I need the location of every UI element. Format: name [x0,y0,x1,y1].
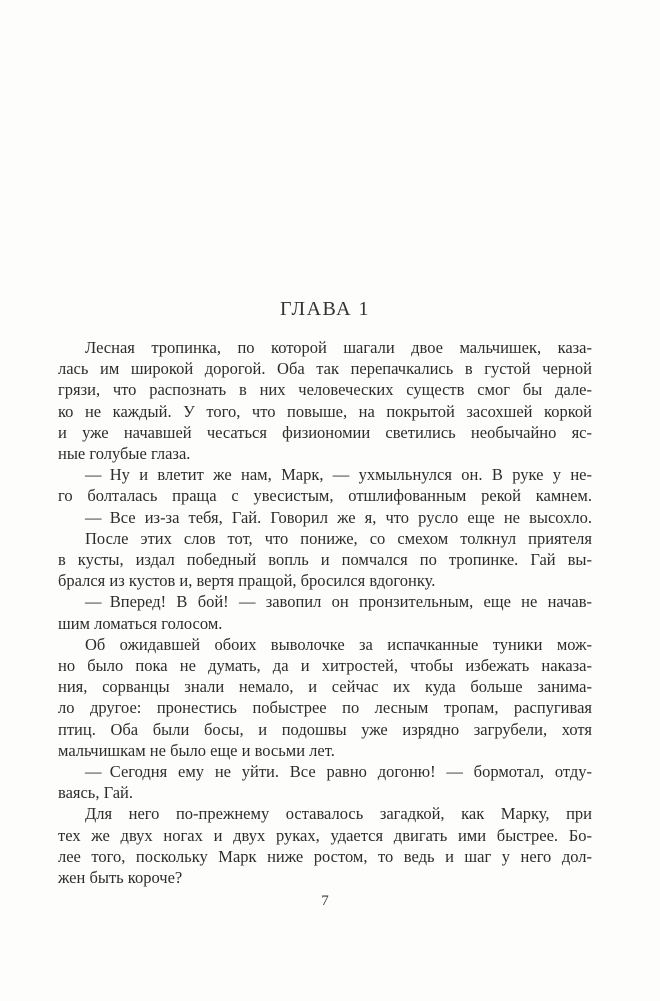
text-line: ко не каждый. У того, что повыше, на покрытой засохшей коркой [58,401,592,421]
chapter-title: ГЛАВА 1 [279,298,371,320]
text-line: грязи, что распознать в них человеческих существ смог бы дале- [58,380,592,400]
text-line: в кусты, издал победный вопль и помчался по тропинке. Гай вы- [58,550,592,570]
paragraph [58,337,592,464]
text-line: Для него по-прежнему оставалось загадкой, как Марку, при [85,804,592,824]
paragraph [58,634,592,761]
text-line: го болталась праща с увесистым, отшлифованным рекой камнем. [58,486,592,506]
text-block [58,337,592,888]
text-line: мальчишкам не было еще и восьми лет. [58,740,335,760]
text-line: и уже начавшей чесаться физиономии светились необычайно яс- [58,422,592,442]
text-line: — Ну и влетит же нам, Марк, — ухмыльнулся он. В руке у не- [85,465,592,485]
paragraph [58,464,592,506]
text-line: После этих слов тот, что пониже, со смехом толкнул приятеля [85,528,592,548]
text-line: тех же двух ногах и двух руках, удается двигать ими быстрее. Бо- [58,825,592,845]
text-line: ные голубые глаза. [58,444,191,464]
paragraph [58,507,592,528]
text-line: — Вперед! В бой! — завопил он пронзительным, еще не начав- [85,592,592,612]
paragraph [58,761,592,803]
text-line: — Все из-за тебя, Гай. Говорил же я, что русло еще не высохло. [85,507,592,527]
text-line: птиц. Оба были босы, и подошвы уже изрядно загрубели, хотя [58,719,592,739]
text-line: — Сегодня ему не уйти. Все равно догоню! — бормотал, отду- [85,762,592,782]
text-line: но было пока не думать, да и хитростей, чтобы избежать наказа- [58,656,592,676]
text-line: шим ломаться голосом. [58,613,223,633]
text-line: ваясь, Гай. [58,783,133,803]
page-number: 7 [321,893,329,909]
text-line: ло другое: пронестись побыстрее по лесным тропам, распугивая [58,698,592,718]
text-line: брался из кустов и, вертя пращой, бросился вдогонку. [58,571,436,591]
paragraph [58,803,592,888]
paragraph [58,528,592,592]
text-line: лась им широкой дорогой. Оба так перепачкались в густой черной [58,359,592,379]
text-line: жен быть короче? [58,868,183,888]
text-line: лее того, поскольку Марк ниже ростом, то ведь и шаг у него дол- [58,846,592,866]
text-line: Лесная тропинка, по которой шагали двое мальчишек, каза- [85,338,592,357]
text-line: ния, сорванцы знали немало, и сейчас их куда больше занима- [58,677,592,697]
paragraph [58,591,592,633]
text-line: Об ожидавшей обоих выволочке за испачканные туники мож- [85,634,592,654]
